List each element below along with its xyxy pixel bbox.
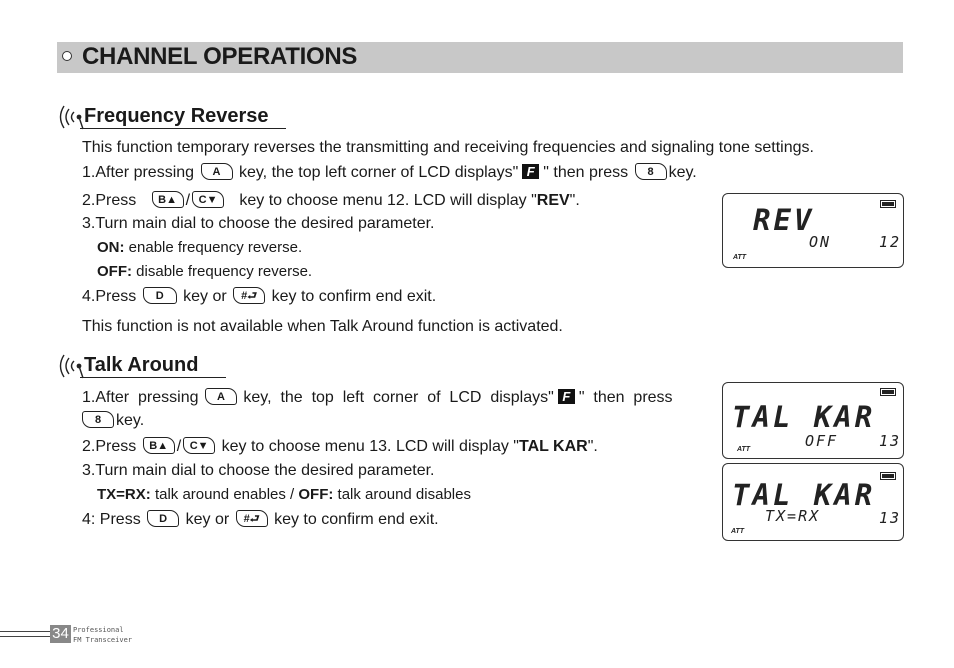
ta-step4-text-b: key or <box>185 511 230 528</box>
battery-icon <box>880 200 896 208</box>
d-key-icon: D <box>147 510 179 527</box>
fr-step4-text-a: 4.Press <box>82 288 137 305</box>
ta-off-text: talk around disables <box>337 486 471 503</box>
f-indicator-icon: F <box>558 389 575 404</box>
ta-step1-text-d: key. <box>116 412 145 429</box>
a-key-icon: A <box>201 163 233 180</box>
fr-step2-value: REV <box>536 192 570 209</box>
ta-step3: 3.Turn main dial to choose the desired parameter. <box>82 462 435 479</box>
battery-icon <box>880 388 896 396</box>
bullet-icon <box>62 51 72 61</box>
f-indicator-icon: F <box>522 164 539 179</box>
fr-off-option <box>97 262 312 282</box>
lcd-main-text: TAL KAR <box>732 400 876 434</box>
fr-step4-text-c: key to confirm end exit. <box>271 288 437 305</box>
eight-key-icon: 8 <box>82 411 114 428</box>
page-title: CHANNEL OPERATIONS <box>82 43 358 70</box>
battery-icon <box>880 472 896 480</box>
lcd-menu-number: 13 <box>879 509 902 527</box>
fr-step3: 3.Turn main dial to choose the desired parameter. <box>82 215 435 232</box>
lcd-display-talk-around-txrx <box>722 463 904 541</box>
footer-rule <box>0 636 50 637</box>
ta-step1-text-b: key, the top left corner of LCD displays" <box>243 389 554 406</box>
hash-key-icon: #⮐ <box>233 287 265 304</box>
footer-line1: Professional <box>73 626 124 634</box>
b-up-key-icon: B▲ <box>143 437 175 454</box>
fr-step2 <box>82 191 580 211</box>
ta-step1-text-a: 1.After pressing <box>82 389 199 406</box>
section-title-frequency-reverse: Frequency Reverse <box>84 105 269 127</box>
footer-rule <box>0 631 50 632</box>
lcd-main-text: REV <box>753 203 815 237</box>
lcd-att-label: ATT <box>733 254 747 261</box>
ta-step2-text-a: 2.Press <box>82 438 137 455</box>
ta-step4-text-a: 4: Press <box>82 511 141 528</box>
lcd-display-rev <box>722 193 904 268</box>
ta-options <box>97 485 471 505</box>
page-number: 34 <box>50 625 71 643</box>
ta-off-label: OFF: <box>298 486 334 503</box>
ta-txrx-text: talk around enables / <box>154 486 295 503</box>
fr-step1-text-d: key. <box>668 164 697 181</box>
b-up-key-icon: B▲ <box>152 191 184 208</box>
fr-note: This function is not available when Talk Around function is activated. <box>82 318 563 335</box>
c-down-key-icon: C▼ <box>192 191 224 208</box>
slash: / <box>185 192 191 209</box>
ta-step1 <box>82 388 673 408</box>
section-underline <box>80 128 286 129</box>
lcd-menu-number: 12 <box>879 233 902 251</box>
section-title-talk-around: Talk Around <box>84 354 199 376</box>
ta-step2-value: TAL KAR <box>518 438 588 455</box>
signal-waves-icon <box>56 352 84 380</box>
eight-key-icon: 8 <box>635 163 667 180</box>
fr-on-option <box>97 238 302 258</box>
lcd-att-label: ATT <box>731 528 745 535</box>
lcd-sub-text: ON <box>809 233 832 251</box>
a-key-icon: A <box>205 388 237 405</box>
lcd-sub-text: OFF <box>805 432 839 450</box>
d-key-icon: D <box>143 287 177 304</box>
lcd-menu-number: 13 <box>879 432 902 450</box>
c-down-key-icon: C▼ <box>183 437 215 454</box>
section-underline <box>80 377 226 378</box>
ta-step2-end: ". <box>587 438 598 455</box>
fr-off-text: disable frequency reverse. <box>136 263 313 280</box>
ta-step4 <box>82 510 439 530</box>
fr-step1 <box>82 163 697 183</box>
fr-step4-text-b: key or <box>183 288 227 305</box>
fr-on-label: ON: <box>97 239 125 256</box>
fr-step2-text-b: key to choose menu 12. LCD will display " <box>239 192 537 209</box>
ta-step1-cont <box>82 411 144 431</box>
ta-step4-text-c: key to confirm end exit. <box>274 511 439 528</box>
fr-step2-end: ". <box>569 192 580 209</box>
fr-step2-text-a: 2.Press <box>82 192 137 209</box>
lcd-att-label: ATT <box>737 446 751 453</box>
signal-waves-icon <box>56 103 84 131</box>
fr-intro: This function temporary reverses the transmitting and receiving frequencies and signaling tone settings. <box>82 139 814 156</box>
lcd-sub-text: TX=RX <box>765 507 821 525</box>
fr-step1-text-a: 1.After pressing <box>82 164 195 181</box>
ta-txrx-label: TX=RX: <box>97 486 151 503</box>
footer-line2: FM Transceiver <box>73 636 133 644</box>
hash-key-icon: #⮐ <box>236 510 268 527</box>
lcd-main-text: TAL KAR <box>732 478 876 512</box>
ta-step2-text-b: key to choose menu 13. LCD will display " <box>221 438 519 455</box>
fr-step1-text-c: " then press <box>543 164 629 181</box>
fr-step1-text-b: key, the top left corner of LCD displays" <box>238 164 519 181</box>
fr-off-label: OFF: <box>97 263 132 280</box>
slash: / <box>176 438 182 455</box>
fr-step4 <box>82 287 436 307</box>
ta-step1-text-c: " then press <box>578 389 673 406</box>
lcd-display-talk-around-off <box>722 382 904 459</box>
fr-on-text: enable frequency reverse. <box>128 239 303 256</box>
ta-step2 <box>82 437 598 457</box>
